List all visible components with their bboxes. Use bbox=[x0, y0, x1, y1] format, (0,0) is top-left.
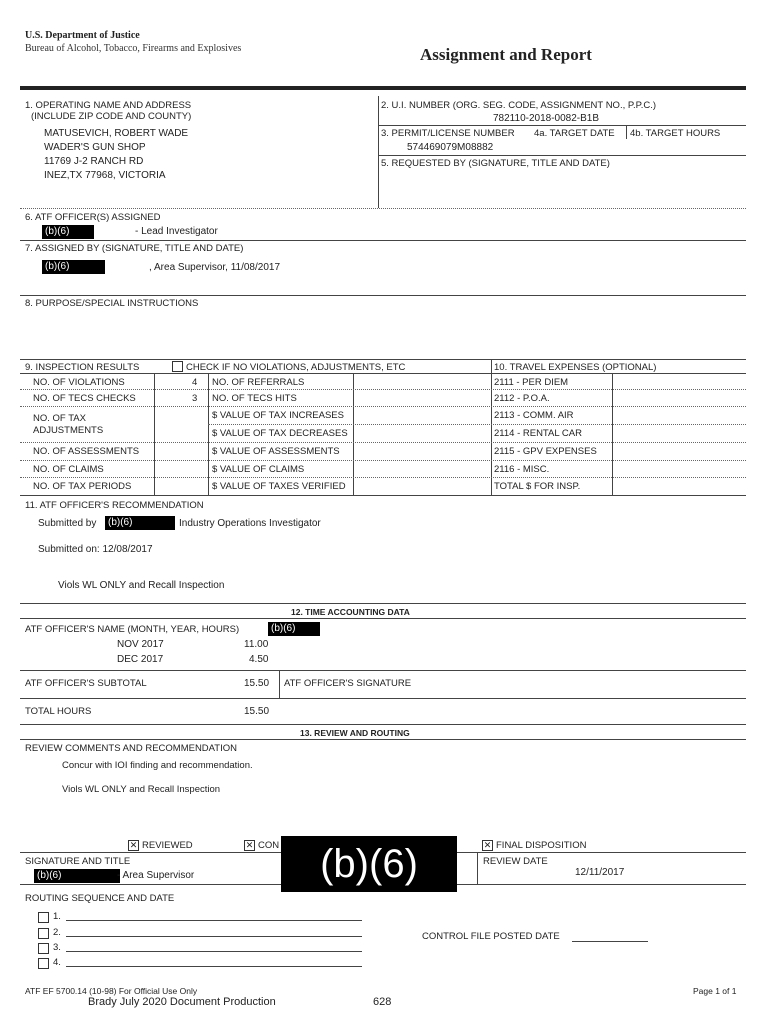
permit-label: 3. PERMIT/LICENSE NUMBER bbox=[381, 128, 515, 139]
address-line: 11769 J-2 RANCH RD bbox=[44, 156, 144, 167]
officer-role: - Lead Investigator bbox=[135, 226, 218, 237]
submitted-by-title: Industry Operations Investigator bbox=[179, 518, 321, 529]
agency-name: U.S. Department of Justice bbox=[25, 30, 140, 41]
address-line: WADER'S GUN SHOP bbox=[44, 142, 146, 153]
concur-label: CON bbox=[258, 840, 280, 851]
total-hours-label: TOTAL HOURS bbox=[25, 706, 92, 717]
review-date-label: REVIEW DATE bbox=[483, 856, 548, 867]
page-number-stamp: 628 bbox=[373, 996, 392, 1008]
purpose-label: 8. PURPOSE/SPECIAL INSTRUCTIONS bbox=[25, 298, 199, 309]
review-routing-title: 13. REVIEW AND ROUTING bbox=[300, 728, 410, 738]
review-comments-label: REVIEW COMMENTS AND RECOMMENDATION bbox=[25, 743, 237, 754]
routing-label: ROUTING SEQUENCE AND DATE bbox=[25, 893, 175, 904]
redaction-block: (b)(6) bbox=[42, 260, 105, 274]
subtotal-value: 15.50 bbox=[244, 678, 270, 689]
routing-line[interactable] bbox=[66, 936, 362, 937]
time-accounting-title: 12. TIME ACCOUNTING DATA bbox=[291, 607, 410, 617]
no-violations-checkbox[interactable] bbox=[172, 361, 183, 372]
routing-number: 2. bbox=[53, 927, 61, 938]
final-disposition-checkbox[interactable]: ✕ bbox=[483, 840, 492, 850]
table-cell: 2114 - RENTAL CAR bbox=[494, 428, 582, 439]
assigned-by-label: 7. ASSIGNED BY (SIGNATURE, TITLE AND DATE) bbox=[25, 243, 244, 254]
table-cell: NO. OF TAX ADJUSTMENTS bbox=[33, 413, 104, 436]
permit-value: 574469079M08882 bbox=[407, 142, 494, 153]
address-line: INEZ,TX 77968, VICTORIA bbox=[44, 170, 166, 181]
routing-line[interactable] bbox=[66, 920, 362, 921]
officer-name-label: ATF OFFICER'S NAME (MONTH, YEAR, HOURS) bbox=[25, 624, 240, 635]
inspection-results-label: 9. INSPECTION RESULTS bbox=[25, 362, 140, 373]
signature-title-label: SIGNATURE AND TITLE bbox=[25, 856, 131, 867]
routing-line[interactable] bbox=[66, 951, 362, 952]
control-file-date-field[interactable] bbox=[572, 941, 648, 942]
redaction-block-large: (b)(6) bbox=[281, 836, 457, 892]
redaction-block: (b)(6) bbox=[42, 225, 94, 239]
routing-checkbox[interactable] bbox=[38, 943, 49, 954]
target-hours-label: 4b. TARGET HOURS bbox=[630, 128, 721, 139]
officer-signature-label: ATF OFFICER'S SIGNATURE bbox=[284, 678, 412, 689]
table-cell: $ VALUE OF TAX DECREASES bbox=[212, 428, 348, 439]
table-cell: $ VALUE OF TAXES VERIFIED bbox=[212, 481, 346, 492]
total-hours-value: 15.50 bbox=[244, 706, 270, 717]
control-file-label: CONTROL FILE POSTED DATE bbox=[422, 931, 560, 942]
submitted-by-label: Submitted by bbox=[38, 518, 97, 529]
table-cell: $ VALUE OF TAX INCREASES bbox=[212, 410, 344, 421]
routing-number: 1. bbox=[53, 911, 61, 922]
review-comment: Viols WL ONLY and Recall Inspection bbox=[62, 784, 221, 795]
final-disposition-label: FINAL DISPOSITION bbox=[496, 840, 587, 851]
routing-checkbox[interactable] bbox=[38, 928, 49, 939]
travel-expenses-label: 10. TRAVEL EXPENSES (OPTIONAL) bbox=[494, 362, 657, 373]
production-stamp: Brady July 2020 Document Production bbox=[88, 996, 276, 1008]
table-cell: 2111 - PER DIEM bbox=[494, 377, 569, 388]
table-cell: NO. OF CLAIMS bbox=[33, 464, 104, 475]
ui-number-label: 2. U.I. NUMBER (ORG. SEG. CODE, ASSIGNMENT NO., P.P.C.) bbox=[381, 100, 657, 111]
bureau-name: Bureau of Alcohol, Tobacco, Firearms and Explosives bbox=[25, 43, 242, 54]
routing-checkbox[interactable] bbox=[38, 958, 49, 969]
table-cell: $ VALUE OF ASSESSMENTS bbox=[212, 446, 340, 457]
form-number: ATF EF 5700.14 (10-98) For Official Use Only bbox=[25, 986, 198, 996]
table-cell: 2112 - P.O.A. bbox=[494, 393, 550, 404]
table-cell: NO. OF VIOLATIONS bbox=[33, 377, 125, 388]
form-title: Assignment and Report bbox=[420, 45, 592, 64]
operating-address bbox=[44, 127, 188, 183]
recommendation-label: 11. ATF OFFICER'S RECOMMENDATION bbox=[25, 500, 204, 511]
signature-title-value: - Area Supervisor bbox=[117, 870, 195, 881]
requested-by-label: 5. REQUESTED BY (SIGNATURE, TITLE AND DATE) bbox=[381, 158, 610, 169]
redaction-block: (b)(6) bbox=[105, 516, 175, 530]
table-cell: 3 bbox=[192, 393, 198, 404]
routing-checkbox[interactable] bbox=[38, 912, 49, 923]
operating-name-label: 1. OPERATING NAME AND ADDRESS bbox=[25, 100, 192, 111]
page-indicator: Page 1 of 1 bbox=[693, 986, 737, 996]
table-cell: 2115 - GPV EXPENSES bbox=[494, 446, 597, 457]
ui-number-value: 782110-2018-0082-B1B bbox=[493, 113, 600, 124]
operating-name-sublabel: (INCLUDE ZIP CODE AND COUNTY) bbox=[31, 111, 192, 122]
concur-checkbox[interactable]: ✕ bbox=[245, 840, 254, 850]
routing-number: 3. bbox=[53, 942, 61, 953]
table-cell: NO. OF TECS HITS bbox=[212, 393, 297, 404]
officer-recommendation: Viols WL ONLY and Recall Inspection bbox=[58, 580, 225, 591]
no-violations-label: CHECK IF NO VIOLATIONS, ADJUSTMENTS, ETC bbox=[186, 362, 406, 373]
routing-number: 4. bbox=[53, 957, 61, 968]
table-cell: 2113 - COMM. AIR bbox=[494, 410, 574, 421]
month-hours: 4.50 bbox=[249, 654, 269, 665]
reviewed-checkbox[interactable]: ✕ bbox=[129, 840, 138, 850]
subtotal-label: ATF OFFICER'S SUBTOTAL bbox=[25, 678, 147, 689]
table-cell: NO. OF TAX PERIODS bbox=[33, 481, 132, 492]
table-cell: NO. OF TECS CHECKS bbox=[33, 393, 136, 404]
assigned-by-value: , Area Supervisor, 11/08/2017 bbox=[149, 262, 281, 273]
table-cell: 2116 - MISC. bbox=[494, 464, 550, 475]
review-comment: Concur with IOI finding and recommendation. bbox=[62, 760, 253, 771]
target-date-label: 4a. TARGET DATE bbox=[534, 128, 615, 139]
redaction-block: (b)(6) bbox=[34, 869, 120, 883]
reviewed-label: REVIEWED bbox=[142, 840, 193, 851]
table-cell: 4 bbox=[192, 377, 198, 388]
month-hours: 11.00 bbox=[244, 639, 269, 650]
month-label: NOV 2017 bbox=[117, 639, 164, 650]
submitted-on: Submitted on: 12/08/2017 bbox=[38, 544, 153, 555]
table-cell: NO. OF ASSESSMENTS bbox=[33, 446, 140, 457]
month-label: DEC 2017 bbox=[117, 654, 164, 665]
redaction-block: (b)(6) bbox=[268, 622, 320, 636]
officers-assigned-label: 6. ATF OFFICER(S) ASSIGNED bbox=[25, 212, 161, 223]
table-cell: NO. OF REFERRALS bbox=[212, 377, 305, 388]
review-date-value: 12/11/2017 bbox=[575, 867, 625, 878]
table-cell: $ VALUE OF CLAIMS bbox=[212, 464, 305, 475]
address-line: MATUSEVICH, ROBERT WADE bbox=[44, 128, 189, 139]
routing-line[interactable] bbox=[66, 966, 362, 967]
header-rule bbox=[20, 86, 746, 90]
table-cell: TOTAL $ FOR INSP. bbox=[494, 481, 581, 492]
